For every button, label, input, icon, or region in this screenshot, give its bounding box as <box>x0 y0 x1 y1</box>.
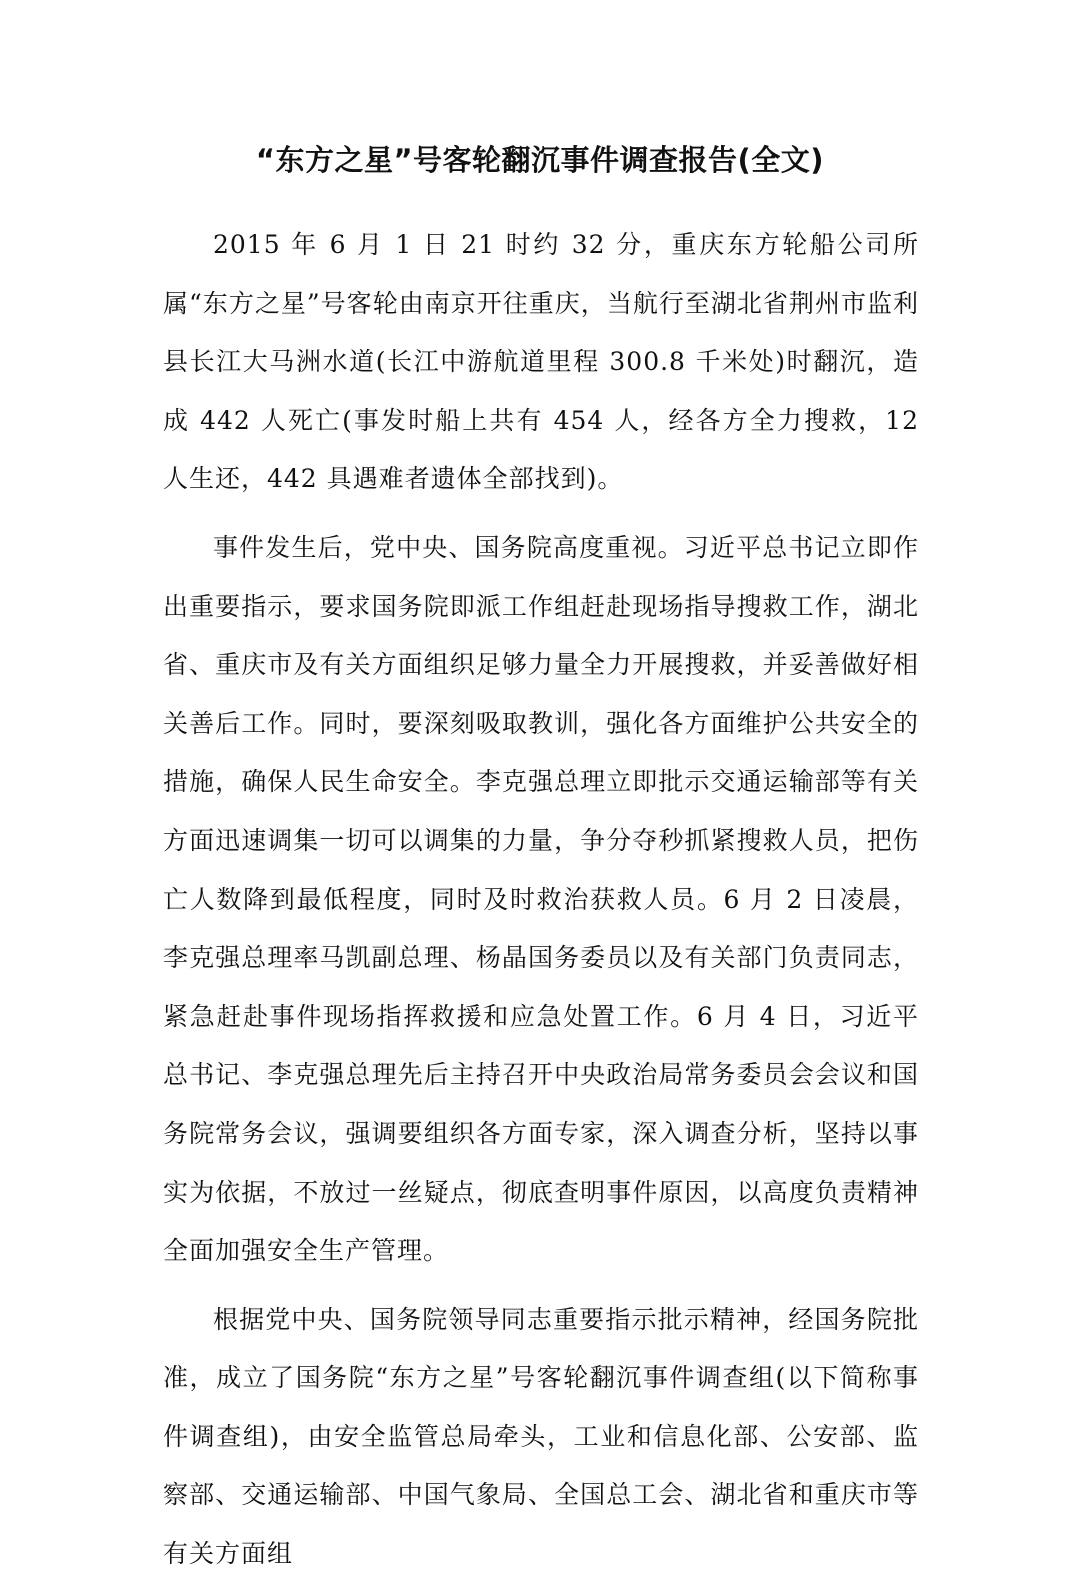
paragraph-1: 2015 年 6 月 1 日 21 时约 32 分，重庆东方轮船公司所属“东方之星”号客轮由南京开往重庆，当航行至湖北省荆州市监利县长江大马洲水道(长江中游航道里程 300.8 千米处)时翻沉，造成 442 人死亡(事发时船上共有 454 人，经各方全力搜救，12 人生还，442 具遇难者遗体全部找到)。 <box>163 230 919 494</box>
paragraph-2: 事件发生后，党中央、国务院高度重视。习近平总书记立即作出重要指示，要求国务院即派工作组赶赴现场指导搜救工作，湖北省、重庆市及有关方面组织足够力量全力开展搜救，并妥善做好相关善后工作。同时，要深刻吸取教训，强化各方面维护公共安全的措施，确保人民生命安全。李克强总理立即批示交通运输部等有关方面迅速调集一切可以调集的力量，争分夺秒抓紧搜救人员，把伤亡人数降到最低程度，同时及时救治获救人员。6 月 2 日凌晨，李克强总理率马凯副总理、杨晶国务委员以及有关部门负责同志，紧急赶赴事件现场指挥救援和应急处置工作。6 月 4 日，习近平总书记、李克强总理先后主持召开中央政治局常务委员会会议和国务院常务会议，强调要组织各方面专家，深入调查分析，坚持以事实为依据，不放过一丝疑点，彻底查明事件原因，以高度负责精神全面加强安全生产管理。 <box>163 532 919 1266</box>
document-body <box>163 216 919 1594</box>
document-title: “东方之星”号客轮翻沉事件调查报告(全文) <box>255 143 825 177</box>
paragraph-3: 根据党中央、国务院领导同志重要指示批示精神，经国务院批准，成立了国务院“东方之星”号客轮翻沉事件调查组(以下简称事件调查组)，由安全监管总局牵头，工业和信息化部、公安部、监察部、交通运输部、中国气象局、全国总工会、湖北省和重庆市等有关方面组 <box>163 1304 919 1569</box>
